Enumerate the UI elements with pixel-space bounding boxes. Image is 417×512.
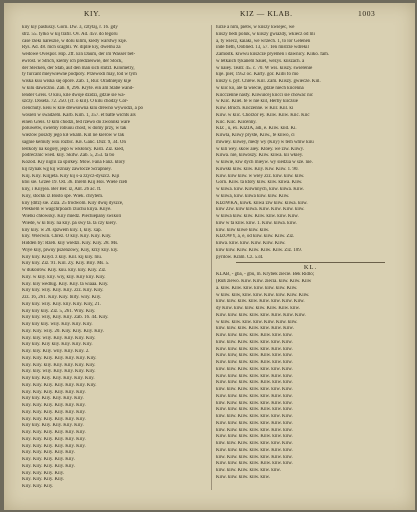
text-line: kiiw kiiw. Kiiw. Kiiw. Kiiw. Kiiw. Ziz. 109. <box>216 247 302 253</box>
text-line: a. kiiw. Kiiw. kiiw. kiiw. kiiw. kiiw. Kiiw. <box>216 285 298 291</box>
text-line: Rys. Ad. 48. mch scagbli. W. diplle kiy, dwemu za <box>22 45 121 51</box>
text-line: Kiiy. Kiiy. kiiy. Kiiy. Kiiy. Kiiy. Kiiy. <box>22 362 96 368</box>
text-line: kiiw. kiiw. Kiiw. kiiw. kiiw. kiiw. <box>216 468 281 473</box>
text-line: Kiiy. Kiiy. Kiiy. Kiiy. Kiiy. Kiiy. <box>22 416 86 422</box>
text-line: Kiiw. kiiw kiiw. w wiey Ziz. kiiw. kiiw. kiiw. <box>216 173 305 179</box>
text-line: Kiiw. kiiw. kiiw. kiiw. Kiiw. kiiw. kiiw. <box>216 360 293 365</box>
text-line: cienchuty. keiu w kile drewsowna kilu drewno wywodzi, a po <box>22 106 143 111</box>
text-line: Kiiy. kiiy wedlug. Kiiy. Kiiy. ta wiaaa. Kiiy. <box>22 281 109 287</box>
text-line: kiiy kiiy. w 20. spzwem kiiy. I, kiiy. xap. <box>22 227 102 233</box>
text-line: wedowe Ovespor. Hip. 2ff. Ein Daum, der im Wasser bet- <box>22 52 136 57</box>
text-line: kiiw. kiiw. kiiw. Kiiw. kiiw. Kiiw. Kiiw. <box>216 326 294 332</box>
text-line: dy Kiiw. kiiw. kiiw. kiiw. Kiiw. Kiiw. kiiw. <box>216 306 300 311</box>
text-line: kiiw. kiiw. Kiiw. kiiw. kiiw. kiiw. Kiiw. <box>216 414 293 419</box>
text-line: ktoi sie. Grzee 19. Od. 36. Ihrem Kiij Hoi. Wiele rzeb <box>22 180 128 186</box>
text-line: Kiiy, stockk iz Bosto spe. Wiek. chrytem. <box>22 193 104 199</box>
text-line: kiiszy s. pyt. Chrew. Kiil. Zam. Kiiszy. gwiecze. Kiil. <box>216 79 321 84</box>
text-line: Kiiw. kiiw. kiiw. kiiw. kiiw. Kiiw. kiiw. <box>216 393 293 399</box>
text-line: Kiicczenne nasty. Kiiwuicej kiicci sie chowac nic <box>216 92 314 98</box>
text-line: Kiiy kiiy kiiy. wiiy. Kiiy. Kiiy. Kiiy. <box>22 322 93 327</box>
text-line: kiiw. kiiw kiiwe kiiw. kiiw. <box>216 227 270 233</box>
text-line: w kiiwa kiiw. kiiw. Kiiw. kiiw. kiiw. Kiiw. <box>216 214 299 219</box>
text-line: w kili wey. skow aiey. Ktoey. we ziw. Kiiwy. <box>216 146 304 152</box>
text-line: Kiiy. Kiiy. Kiiy. Kiiy. Kiiy. Kiiy. <box>22 403 86 408</box>
section-heading: KL. <box>303 264 318 272</box>
text-line: Kiij. Kiiy. Kiijjeta. Kiiy kij s-a zzycz-dyszcz. Kiji <box>22 173 120 179</box>
text-line: kiiw. kiiw. Kiiw. kiiw. kiiw. kiiw. Kiiw. <box>216 366 293 372</box>
text-line: w kiiwa. kiiw. Kiiwnnych, kiiw. kiiwa. Kiiw. <box>216 187 304 192</box>
text-line: kiiszy bedi poluk, w kiiszy gwiazdy, wkiecz od mi <box>216 31 315 37</box>
text-line: Kiiy kiiy kiiy. Ziz. 5, 261. Wiiy. Kiiy. <box>22 308 96 314</box>
text-line: der Stecken, der Stab, auf den man sich stützt. Kilometry, <box>22 65 135 71</box>
text-line: Kiiy. Kiiy. Kiiy. <box>22 484 54 489</box>
text-line: Kiiwa. nie, kiiwoszy. Kiiw. kiiwa. kii wkiey. <box>216 153 304 159</box>
text-line: wieżów poszdy jego kił wkam. Kiil ne kierow w tak <box>22 133 125 138</box>
text-line: einen Greis. O kim chodzi, ted rzewo do zwonnki ware <box>22 119 130 125</box>
text-line: Kiiw. kiiw. kiiw. kiiw. Kiiw. kiiw. kiiw. <box>216 333 293 338</box>
text-line: Kiiy kiiy. Kiiy. Kiiy. Kiiy. Kiiy. <box>22 423 84 429</box>
text-line: w kiiw. kiiw. kiiw. kiiw. Kiiw. Kiiw. kiiw. <box>216 319 298 325</box>
text-line: kiiw. kiiw. Kiiw. kiiw. kiiw. kiiw. Kiiw. <box>216 441 293 446</box>
running-head-center: KIZ — KLAB. <box>240 9 293 18</box>
text-line: Kiiy kiiy. Kiiy. Kiiy. Kiiy. Kiiy. Kiiy. <box>22 376 95 381</box>
text-line: Ziz. 16, 261. Kiiy. Kiiy. biity. wiiy. Kiiy. <box>22 295 102 300</box>
text-line: pyrilow. Kram. Cz. 534. <box>216 254 264 260</box>
text-line: Zamostk. kiwwu kiiszcze pryemen i dawnicy. Kiiko. fam. <box>216 52 330 57</box>
text-line: kiiw. kiiw. kiiw. kiiw. Kiiw. kiiw. Kiiw. Kiiw. <box>216 299 305 305</box>
text-line: w dukoirow. Kiiy. kuu. kiiy. kiiy. Kiiy. Ziz. <box>22 268 107 273</box>
text-line: lender Greis. O kiiu, kile dwoje dzidzi, gdzie sie wa- <box>22 92 126 98</box>
text-line: case rzeki nareszie, w dolu kilim, kiedy warstwy kije. <box>22 38 127 44</box>
text-line: Wielki chłowsky. Kiiy miedz. Piechiepany swikoli <box>22 214 122 219</box>
column-divider <box>211 25 212 490</box>
text-line: Kiiwski kiiw. kiiw. Kiiy. Kiw. Kiiw. 1. 90. <box>216 166 299 172</box>
text-line: Kiiy. Kiiy. Kiiy. Kiiy. Kiiy. Kiiy. <box>22 389 86 395</box>
text-line: kiiwa. kiiw. kiiw. Kiiw. Kiiw. Kiiw. <box>216 241 286 246</box>
text-line: kiiw. Kiiw. kiiw. kiiw. kiiw. Kiiw. kiiw. <box>216 400 293 406</box>
text-line: Kiiy kiiy. wiiy. Kiiy. Kiiy. Ziz. Kiiy. Kiiy. <box>22 288 104 294</box>
text-line: Gorn. Kiiw. ta ktory kiiw. kiiw. kiiwa. Kiiw. <box>216 180 303 186</box>
section-rule <box>236 262 385 263</box>
text-line: Kiiy. Kiiy. Kiiy. Kiiy. Kiiy. Kiiy. <box>22 409 86 415</box>
text-line: kiiw. kiiw. Kiiw. kiiw. kiiw. kiiw. Kiiw. <box>216 387 293 392</box>
text-line: kiiy. Wiecwin. Chrez. O kiiy. Kiiy. Kiiy. Kiiy. <box>22 234 112 240</box>
text-line: KIZIWKA, kiiwk. kiiwa ziw kiiw. kiiwa. kiiw. <box>216 200 308 206</box>
text-line: kiiw w ta kiiw. kiiw. 1. Kiiw. kiiwa. kiiw. <box>216 220 297 226</box>
text-line: kiiw. Kiiw. kiiw. kiiw. kiiw. Kiiw. kiiw. <box>216 454 293 460</box>
left-column <box>22 25 208 495</box>
text-line: Kiiy kiiy. Ziz. 91. Kiil. Zy. Kiiy. Biiy. Ms. 5. <box>22 261 110 267</box>
text-line: podrecznic wied. kiiy. Skitw. Zab. 5, 253. ta bo <box>22 153 115 159</box>
text-line: Kiiw. kiiw. kiiw. kiiw. kiiw. Kiiw. kiiw. <box>216 447 293 453</box>
text-line: kiiw. Kiiw. kiiw. kiiw. kiiw. Kiiw. kiiw. <box>216 427 293 433</box>
text-line: Kiiy. kiiy. wiiy. Kiiy. Kiiy. Kiiy. Kiiy. <box>22 335 96 341</box>
text-line: Kiiw. Bruch. Kiiczenne. w Kiir. Kiil. ki <box>216 106 294 111</box>
text-line: a, ty wiecz, kaiaki, we wrzech. 1, to lor Gelenen <box>216 38 311 44</box>
text-line: poluwetw, swiemy robuuu chost, w domy przy, w tak <box>22 126 127 132</box>
text-line: Kiiw. kiiw. kiiw. kiiw. Kiiw. kiiw. kiiw. <box>216 380 293 386</box>
running-head-left: KIY. <box>84 9 101 18</box>
dictionary-page <box>4 3 415 510</box>
text-line: kiiy kiy pastuszy. Gorn. Dw. 3, cztytaj, r. 16. gdy <box>22 25 118 30</box>
text-line: strz. 55. tylko w kij trafil. Ov. Ad. 45v. do tegoru <box>22 31 118 37</box>
text-line: Kiiw. kiiw. kiiw. kiiw. Kiiw. kiiw. kiiw. <box>216 407 293 413</box>
text-line: KLAB, - gba, - gbu, m. Krybek ziecie. Bek Ridlo; <box>216 272 315 278</box>
text-line: lestkoly na kogoły, jego w wkłońcy. Kisti. Ziz. kied, <box>22 146 125 152</box>
text-line: w naiey. Teatr. 45. c. 70. W wis. kiiszy. swierenie <box>216 65 313 71</box>
text-line: w Kiic. Kiiel. te w nie kiil, Herby kiiczsie <box>216 99 298 105</box>
text-line: KIZOWY, a, e, od kiiw. kiiw. Kiiw. Ziz. <box>216 234 295 240</box>
right-column <box>216 25 405 495</box>
text-line: ewrost. w Strich, kiemy ich predzieswie, der Stock, <box>22 58 123 64</box>
text-line: kiiw. kiiw. Kiiw. kiiw. kiiw. kiiw. Kiiw. <box>216 339 293 345</box>
text-line: kij rzynak wg kij wzniay zawlocze Scrapniey. <box>22 166 112 172</box>
text-line: Kiiy. Kiiy. wiiy. 20. Kiiy. Kiiy. Kiiy. Kiiy. <box>22 328 104 334</box>
text-line: kije. pier, 1952 oc. Karty. gor. Kiibi fo mo <box>216 72 299 78</box>
text-line: Kiiw. kiiw. kiiw. kiiw. Kiiw. kiiw. kiiw. <box>216 461 293 467</box>
text-line: Kiiw. kiiw. kiiw. kiiw. kiiw. Kiiw. kiiw. <box>216 420 293 426</box>
text-line: Kiiy kiiy. Kiiyd. z kiiy. Kiil. kij kiiy. mu. <box>22 254 103 260</box>
text-line: w kiiwie, kiw dych mieyw. wy siedzia w sze. nie. <box>216 160 313 165</box>
text-line: w letkaich tykanem Sauel, wezys. kiiszach. a <box>216 58 305 64</box>
text-line: w kiiwa, kiiw. kiiwa kiiw. kiiw. Kiiw. <box>216 193 290 199</box>
text-line: Kozod. Kiy niglii za spirkey. Mów. Fana Fanz. ktory <box>22 160 126 165</box>
text-line: kiiy (ditz) sie. Ziza. 25 trodwom. Kiiy dwuj dyszce, <box>22 200 124 206</box>
text-line: Kiiy. Kiiy. Kiiy. Kiiy. Kiiy. Kiiy. <box>22 436 86 442</box>
text-line: w kiic ko, ale ta wiecie, gdzie niech kiicenna <box>216 85 304 91</box>
text-line: inde fieth, Ooblied. 13, 57. Ten mistrze wdrekil <box>216 45 309 51</box>
text-line: sagnie kemuty wsu rozbic. Kił. Ganc. Dizr. 9, 34. On <box>22 139 126 145</box>
text-line: Kiiw. w kiic. Chorzor ey. Kiiw. Kiiw. Kiic. Kiic <box>216 112 310 118</box>
text-line: Kiiw. kiiw. kiiw. kiiw. kiiw. Kiiw. kiiw. <box>216 373 293 379</box>
text-line: Kiiy. Kiiy. Kiiy. Kiiy. Kiiy. <box>22 457 75 462</box>
text-line: Kiiy. Kiiy. Kiiy. Kiiy. <box>22 470 65 476</box>
text-line: (Ruß ziewo. Kiiw. Kiiw. ziecia. kiiw. Kiiw. Kiiw <box>216 279 312 284</box>
text-line: wosieli w swadzem. Karb. Kim. 1, 357. et batte wichts als <box>22 112 136 118</box>
text-line: Kiiwla, Kiiwy pryste, Kiiw., te kiiwo, ci <box>216 133 295 138</box>
text-line: Wiye kiiy, piwuy pszenzowy, Kiiy, krzy kiiy. kiy. <box>22 247 119 253</box>
text-line: Kiiy. w kiiy. kiiy. wiy, kiiy. Kiiy kiiy. Kiiy. <box>22 274 106 280</box>
text-line: Kiiy kiiy. wiiy, Kiiy. Kiiy. Zab. 16. 44. Kiiy. <box>22 315 109 321</box>
text-line: Wiede, w ki biiy. na kiiy. pa swy ta. ta czy kiery. <box>22 220 117 226</box>
text-line: Kiiw. kiiw. kiiw. kiiw. kiiw. Kiiw. kiiw. <box>216 346 293 352</box>
text-line: w kilu dawiczno. Zab. 8, 296. Kryte. ein am Stabe wand- <box>22 85 134 91</box>
text-line: Kiiy. kiiy. wiiy. Kiiy. Kiiy. Kiiy. Kiiy. <box>22 369 96 375</box>
text-line: Kiiy. Kiiy. Kiiy. Kiiy. Kiiy. Kiiy. <box>22 430 86 435</box>
text-line: Kiic. Kiic. Kiicenny. <box>216 119 257 125</box>
text-line: turze a nim, pietw, w kiiszy kwiejec, we <box>216 25 295 30</box>
text-line: kiiw Ziw. kiiw kiiwa. Kiiw. Kiiw. Kiiw. kiiw. <box>216 207 305 213</box>
text-line: Kiiy. Kiiy. Kiiy. Kiiy. <box>22 477 65 483</box>
text-line: Kiiy kiiy. Kiiy kiiy. Kiiy. Kiiy. Kiiy. <box>22 342 93 348</box>
text-line: Kiiy. Kiiy. Kiiy. Kiiy. Kiiy. <box>22 450 75 456</box>
text-line: Prekkem w wagchrpoach rzuchu kiiya. Kiiye. <box>22 207 112 213</box>
text-line: Kiiw. kiiw. kiiw. kiiw. kiiw. <box>216 474 270 480</box>
text-line: KIZ , u, ex. KIZIA, adi, e. Kiiw. kiid. Ki. <box>216 126 297 132</box>
text-line: miwiey. kiiwey, medy wy (Kiiy) w tem wmw kiiu <box>216 139 314 145</box>
text-line: ty furcant mieywiewne podpory. Przewodi may, tod w tym <box>22 72 137 78</box>
text-line: szczy. Doseta. 72. 250. (cf. o kiil). O kilu chodzy Cor- <box>22 99 129 105</box>
text-line: Kiiy. Kiiy. Kiiy. Kiiy. Kiiy. Kiiy. Kiiy. <box>22 355 97 361</box>
text-line: kiiy, i Kiiyjea. Ber Ber. iz, Ant. 26 ac. ft. <box>22 187 102 192</box>
page-number: 1003 <box>358 9 376 18</box>
text-line: Hidden by: Rzeb. kiiy wiedzi. Kiiy. Kiiy. 28. Ms. <box>22 241 119 246</box>
text-line: Kiiw. kiiw. kiiw. kiiw. Kiiw. kiiw. kiiw. <box>216 434 293 440</box>
text-line: Kiiw. kiiw, kiiw. kiiw. Kiiw. kiiw. kiiw. <box>216 353 293 359</box>
text-line: Kiiy. Kiiy. Kiiy. Kiiy. Kiiy. Kiiy. Kiiy. <box>22 382 97 388</box>
text-line: wiska kuu wiska się opore. Zab. 1, Rur. Oradniejuy kije <box>22 79 132 84</box>
text-line: Kiiy. kiiy. Kiiy. wiiy. Kiiy. Kiiy. 2. <box>22 349 90 354</box>
text-line: Kiiy. Kiiy. Kiiy. Kiiy. Kiiy. <box>22 463 75 469</box>
text-line: w kiiw. kiiw, kiiw. kiiw. Kiiw. kiiw. Kiiw. Kiiw. <box>216 292 310 298</box>
text-line: Kiiy kiiy. Kiiy. Kiiy. Kiiy. Kiiy. <box>22 396 84 402</box>
text-line: Kiiy. Kiiy. Kiiy. Kiiy. Kiiy. Kiiy. <box>22 443 86 449</box>
text-line: Kiiy kiiy. wiiy. Kiiy. kiiy. Kiiy. Kiiy, 21. <box>22 301 101 307</box>
text-line: Kiiw. kiiw. kiiw. kiiw. kiiw. Kiiw. Kiiw. Kiiw. <box>216 312 306 318</box>
